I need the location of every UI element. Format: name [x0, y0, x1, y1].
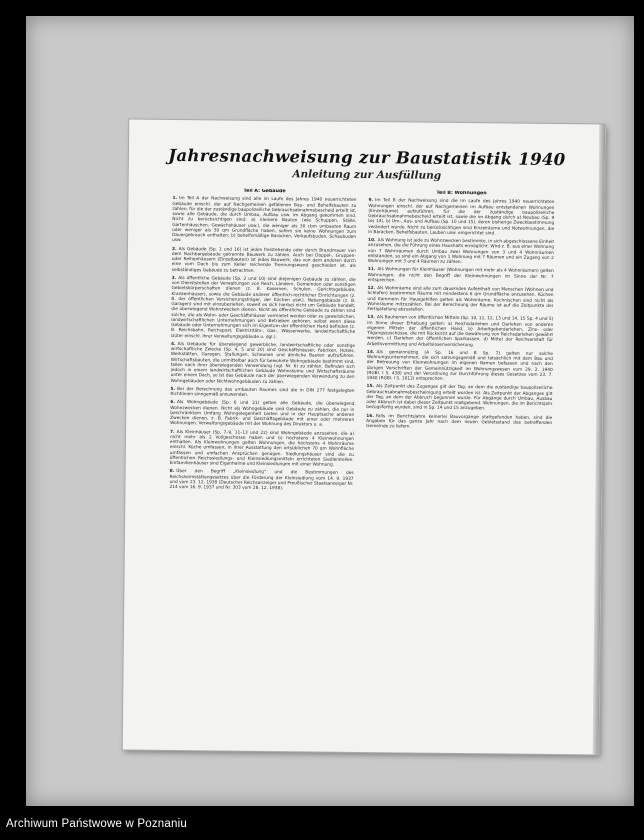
instruction-item	[170, 429, 354, 468]
instruction-text: Falls im Berichtsjahre keinerlei Bauvorgänge stattgefunden haben, sind die Angaben für das ganze Jahr nach dem neuen Gebietsstand des betreffenden Gemeinde zu liefern.	[366, 413, 553, 430]
instruction-text: Als Wohnung ist jede zu Wohnzwecken bestimmte, in sich abgeschlossene Einheit anzusehen, die die Führung eines Haushalts ermöglicht. Wird z. B. aus einer Wohnung von 7 Wohnräumen durch Umbau zwei Wohnungen von 3 und 4 Wohnräumen entstanden, so sind ein Abgang von 1 Wohnung mit 7 Räumen und ein Zugang von 2 Wohnungen mit 3 und 4 Räumen zu zählen.	[367, 238, 555, 266]
document-sheet	[123, 120, 606, 755]
instruction-text: Als Wohnungen für Kleinhäuser (Wohnungen mit mehr als 4 Wohnräumen) gelten Wohnungen, die nicht den Begriff der Kleinwohnungen im Sinne der Nr. 7 entsprechen.	[367, 267, 554, 284]
instruction-number: 16.	[366, 413, 374, 419]
instruction-item	[170, 387, 354, 399]
instruction-number: 8.	[169, 469, 175, 475]
instruction-number: 7.	[170, 429, 175, 435]
instruction-item	[169, 469, 353, 492]
instruction-text: Über den Begriff „Kleinsiedlung“ und die Bestimmungen des Reichsheimstättengesetzes über die Förderung der Kleinsiedlung vom 14. 9. 1937 und vom 23. 12. 1938 (Deutscher Reichsanzeiger und Preußischer Staatsanzeiger Nr. 214 vom 16. 9. 1937 und Nr. 303 vom 28. 12. 1938).	[169, 469, 354, 492]
instruction-item	[366, 414, 552, 432]
instruction-number: 12.	[367, 286, 376, 292]
instruction-text: Als Kleinhäuser (Sp. 7–9, 11–13 und 22) sind Wohngebäude anzusehen, die a) nicht mehr als 2 Vollgeschosse haben und b) höchstens 4 Kleinwohnungen enthalten. Als Kleinwohnungen gelten Wohnungen, die höchstens 4 Wohnräume einschl. Küche umfassen, in ihrer Ausstattung den ortsüblichen 70 qm Wohnfläche umfassen und einfachen Ansprüchen genügen. Siedlungshäuser sind die zu öffentlichen Reichssiedlungs- und Kleinsiedlungsmitteln errichteten Siedlerstellen. Einfamilienhäuser sind Eigenheime und Kleinsiedlungen mit einer Wohnung.	[169, 429, 355, 468]
instruction-item	[171, 276, 356, 341]
instruction-number: 4.	[170, 341, 176, 347]
section-heading-gebaeude: Teil A: Gebäude	[243, 188, 286, 195]
instruction-number: 5.	[170, 386, 176, 392]
instruction-number: 15.	[366, 384, 375, 390]
instruction-text: Als Wohngebäude (Sp. 6 und 21) gelten alle Gebäude, die überwiegend Wohnzwecken dienen. Nicht als Wohngebäude sind Gebäude zu zählen, die nur in beschränktem Umfang Wohngelegenheit bieten und in der Hauptsache anderen Zwecken dienen, z. B. Fabrik- und Geschäftsgebäude mit einer oder mehreren Wohnungen, Verwaltungsgebäude mit der Wohnung des Direktors u. a.	[170, 400, 355, 428]
left-column	[167, 188, 357, 742]
section-heading-wohnungen: Teil B: Wohnungen	[436, 190, 487, 197]
right-column	[363, 190, 555, 744]
instruction-text: Als Wohnräume sind alle zum dauernden Aufenthalt von Menschen (Wohnen und Schlafen) bestimmten Räume mit mindestens 6 qm Grundfläche anzusehen. Küchen und Kammern für Hausgehilfen gelten als Wohnräume, Kochnischen sind nicht als Wohnräume mitzuzählen. Bei der Berechnung der Räume ist auf die Zeitpunkte der Fertigstellung abzustellen.	[367, 286, 554, 313]
instruction-item	[172, 246, 356, 274]
archive-label: Archiwum Państwowe w Poznaniu	[6, 818, 187, 830]
instruction-text: Als Gebäude (Sp. 1 und 16) ist jedes freistehende oder durch Brandmauer von dem Nachbargebäude getrennte Bauwerk zu zählen. Auch bei Doppel-, Gruppen- oder Reihenhäusern (Einzelbauten) ist jedes Bauwerk, das von dem anderen durch eine vom Dach bis zum Keller reichende Trennungswand geschieden ist, als selbständiges Gebäude zu betrachten.	[171, 246, 356, 274]
instruction-number: 3.	[171, 275, 177, 281]
scan-mount	[26, 16, 634, 806]
instruction-number: 6.	[170, 400, 175, 406]
document-title: Jahresnachweisung zur Baustatistik 1940	[168, 145, 566, 170]
instruction-item	[368, 198, 554, 237]
instruction-item	[368, 238, 554, 266]
instruction-number: 11.	[367, 267, 376, 273]
instruction-text: Als öffentliche Gebäude (Sp. 2 und 10) sind diejenigen Gebäude zu zählen, die von Dienststellen der Verwaltungen von Reich, Ländern, Gemeinden oder sonstigen Gebietskörperschaften dienen (z. B. Kasernen, Schulen, Gerichtsgebäude, Krankenhäuser), sowie die Gebäude anderer öffentlich-rechtlicher Einrichtungen (z. B. der öffentlichen Versicherungsträger, der Kirchen usw.). Nebengebäude (z. B. Garagen) sind mit einzubeziehen, soweit es sich hierbei nicht um Gebäude handelt, die überwiegend Wohnzwecken dienen. Nicht als öffentliche Gebäude zu zählen sind solche, die als Wohn- oder Geschäftshäuser vermietet werden oder zu gewerblichen, landwirtschaftlichen Unternehmungen und Betrieben gehören, selbst wenn diese Gebäude oder Unternehmungen sich im Eigentum der öffentlichen Hand befinden (z. B. Reichsbahn, Reichspost, Elektrizitäts-, Gas-, Wasserwerke, landwirtschaftliche Güter einschl. ihrer Verwaltungsgebäude u. dgl.).	[171, 275, 356, 340]
instruction-item	[171, 342, 355, 386]
instruction-number: 1.	[172, 196, 178, 202]
instruction-text: Als Zeitpunkt des Zuganges gilt der Tag, an dem die zuständige baupolizeiliche Gebrauchsabnahmebescheinigung erteilt worden ist. Als Zeitpunkt der Abganges gilt der Tag, an dem der Abbruch begonnen wurde. Für Abgänge durch Umbau, Ausbau oder Abbruch ist dabei dieser Zeitpunkt maßgebend. Wohnungen, die im Berichtsjahr bezugsfertig wurden, sind in Sp. 14 und 15 anzugeben.	[366, 384, 553, 412]
instruction-item	[367, 350, 553, 383]
document-subtitle: Anleitung zur Ausfüllung	[292, 168, 442, 182]
instruction-text: Als Bauherren von öffentlichen Mitteln (Sp. 10, 11, 12, 13 und 14, 15 Sp. 4 und 5) im Sinne dieser Erhebung gelten: a) Reichsdarlehen und Darlehen von anderen eigenen Mitteln der öffentlichen Hand, b) Arbeitgeberdarlehen, Zins- oder Tilgungszuschüsse, die mit Rücksicht auf die Gewährung von Reichsdarlehen gewährt werden, c) Darlehen der öffentlichen Sparkassen, d) Mittel der Reichsanstalt für Arbeitsvermittlung und Arbeitslosenversicherung.	[366, 315, 554, 348]
instruction-item	[368, 267, 554, 285]
instruction-text: Als Gebäude für überwiegend gewerbliche, landwirtschaftliche oder sonstige wirtschaftliche Zwecke (Sp. 4, 5 und 20) sind Geschäftshäuser, Fabriken, Hotels, Werkstätten, Garagen, Stallungen, Scheunen und ähnliche Bauten aufzuführen. Wirtschaftsbauten, die unmittelbar auch für bewohnte Wohngebäude bestimmt sind, fallen nach ihrer überwiegenden Verwendung (vgl. Nr. 6) zu zählen. Befinden sich jedoch in einem landwirtschaftlichen Gebäude Wohnräume und Wirtschaftsräume unter einem Dach, so ist das Gebäude nach der überwiegenden Verwendung zu den Wohngebäuden oder Nichtwohngebäuden zu zählen.	[170, 341, 355, 385]
instruction-number: 10.	[368, 238, 376, 244]
sheet-edge	[593, 124, 606, 754]
instruction-number: 9.	[368, 198, 374, 204]
instruction-item	[367, 315, 553, 348]
instruction-number: 2.	[171, 246, 177, 252]
instruction-text: Im Teil A der Nachweisung sind alle im Laufe des Jahres 1940 neuerrichteten Gebäude einschl. der auf Nachgemeinen gefallenen Bau- und Behelfsbauten zu zählen, für die der zuständige baupolizeiliche Gebrauchsabnahmebescheid erteilt ist, sowie alle Gebäude, die durch Umbau, Aufbau usw. im Abgang gekommen sind. Nicht zu berücksichtigen sind: a) kleinere Bauten (wie Schuppen, Ställe, Gartenhäuschen, Gewächshäuser usw.), die weniger als 30 cbm umbauten Raum oder weniger als 30 qm Grundfläche haben, sofern sie keine Wohnungen zum Dauergebrauch enthalten; b) behelfsmäßige Baracken, Verkaufsbuden, Schaubuden usw.	[172, 196, 357, 244]
instruction-item	[367, 286, 553, 314]
instruction-text: Bei der Berechnung des umbauten Raumes sind die in DIN 277 festgelegten Richtlinien sinngemäß anzuwenden.	[170, 386, 355, 398]
instruction-text: Als gemeinnützig (A Sp. 16 und B Sp. 7) gelten nur solche Wohnungsunternehmen, die sich satzungsgemäß und tatsächlich mit dem Bau und der Betreuung von Kleinwohnungen im eigenen Namen befassen und nach den übrigen Vorschriften der Gemeinnützigkeit im Wohnungswesen vom 29. 2. 1940 (RGBl. I S. 438) und der Verordnung zur Durchführung dieses Gesetzes vom 23. 7. 1940 (RGBl. I S. 1012) entsprechen.	[366, 349, 553, 382]
instruction-text: Im Teil B der Nachweisung sind die im Laufe des Jahres 1940 neuerrichteten Wohnungen einschl. der auf Nachgemeinen im Aufbau entstandenen Wohnungen (Einzelräume) aufzuführen, für die der zuständige baupolizeiliche Gebrauchsabnahmebescheid erteilt ist, sowie die im Abgang durch a) Neubau (Sp. 9 bis 14), b) Um-, Aus- und Aufbau (Sp. 10 und 15), deren bisherige Zweckbestimmung verändert wurde. Nicht zu berücksichtigen sind Einzelräume und Notwohnungen, die in Baracken, Behelfsbauten, Lauben usw. eingerichtet sind.	[368, 198, 555, 237]
instruction-item	[170, 400, 354, 428]
instruction-number: 13.	[367, 315, 375, 321]
instruction-item	[172, 196, 356, 245]
instruction-number: 14.	[366, 349, 375, 355]
instruction-item	[366, 384, 552, 412]
